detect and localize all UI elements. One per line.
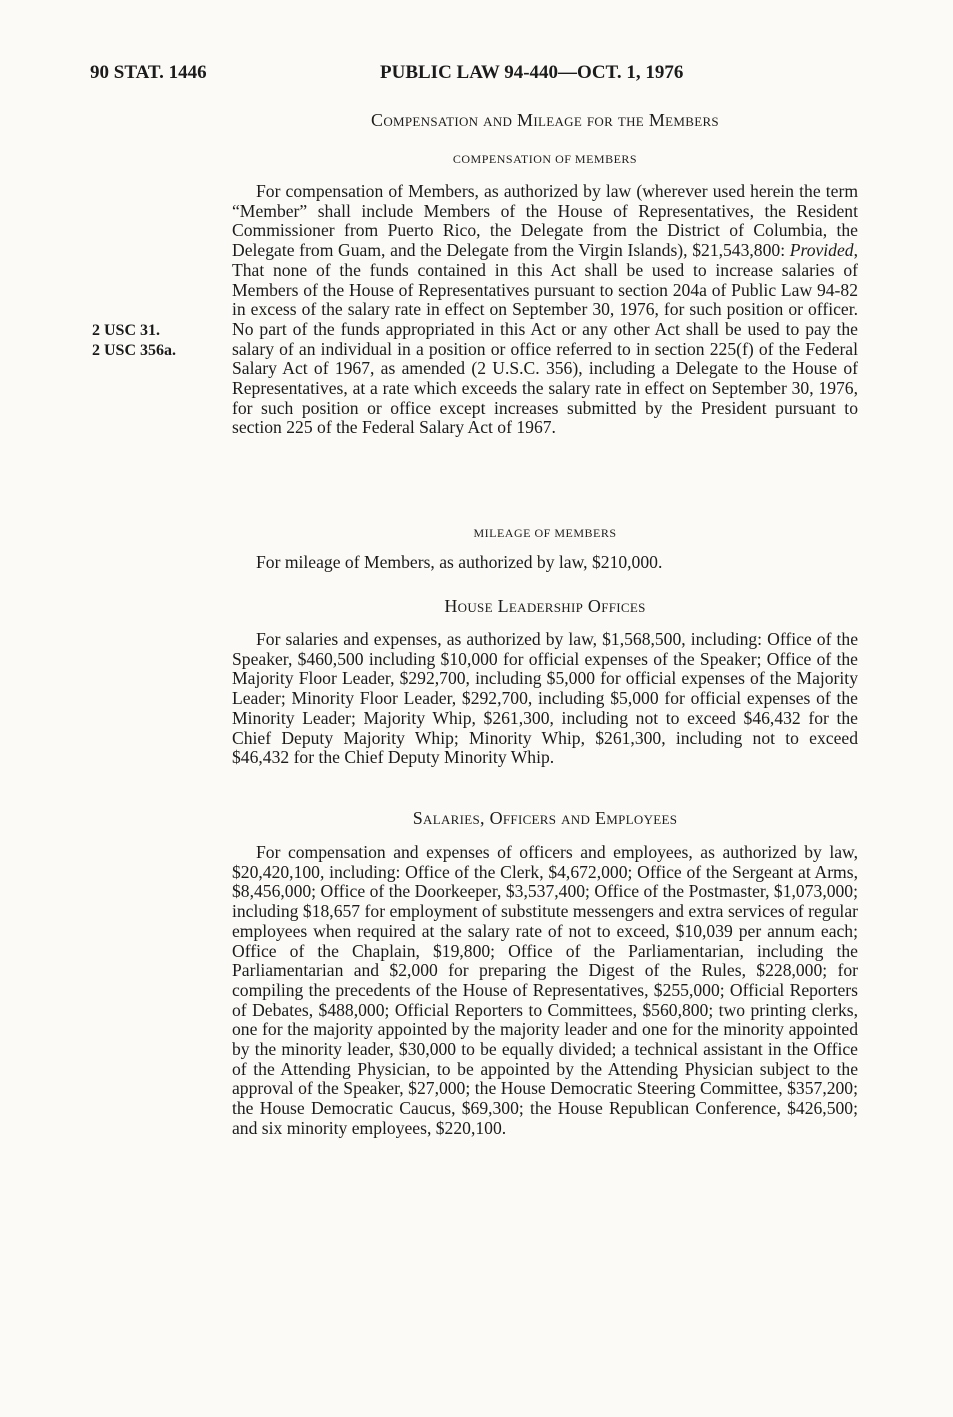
provided-word: Provided <box>789 240 854 261</box>
subheading-mileage-members: MILEAGE OF MEMBERS <box>473 526 617 540</box>
paragraph-compensation <box>232 182 858 438</box>
paragraph-mileage: For mileage of Members, as authorized by law, $210,000. <box>256 552 663 572</box>
statute-page-ref: 90 STAT. 1446 <box>90 62 207 83</box>
paragraph-salaries: For compensation and expenses of officers and employees, as authorized by law, $20,420,100, including: Office of the Clerk, $4,672,000; Office of the Sergeant at Arms, $8,456,000; Office of the Doorkeeper, $3,537,400; Office of the Postmaster, $1,073,000; including $18,657 for employment of substitute messengers and extra services of regular employees when required at the salary rate of not to exceed, $10,039 per annum each; Office of the Chaplain, $19,800; Office of the Parliamentarian, including the Parliamentarian and $2,000 for preparing the Digest of the Rules, $228,000; for compiling the precedents of the House of Representatives, $255,000; Official Reporters of Debates, $488,000; Official Reporters to Committees, $560,800; two printing clerks, one for the majority appointed by the majority leader and one for the minority appointed by the minority leader, $30,000 to be equally divided; a technical assistant in the Office of the Attending Physician, to be appointed by the Attending Physician subject to the approval of the Speaker, $27,000; the House Democratic Steering Committee, $357,200; the House Democratic Caucus, $69,300; the House Republican Conference, $426,500; and six minority employees, $220,100. <box>232 842 858 1138</box>
comp-text-b: , That none of the funds contained in this Act shall be used to increase salaries of Members of the House of Representatives pursuant to section 204a of Public Law 94-82 in excess of the salary rate in effect on September 30, 1976, for such position or officer. No part of the funds appropriated in this Act or any other Act shall be used to pay the salary of an individual in a position or office referred to in section 225(f) of the Federal Salary Act of 1967, as amended (2 U.S.C. 356), including a Delegate to the House of Representatives, at a rate which exceeds the salary rate in effect on September 30, 1976, for such position or office except increases submitted by the President pursuant to section 225 of the Federal Salary Act of 1967. <box>232 240 858 438</box>
comp-text-a: For compensation of Members, as authorized by law (wherever used herein the term “Member” shall include Members of the House of Representatives, the Resident Commissioner from Puerto Rico, the Delegate from the District of Columbia, the Delegate from Guam, and the Delegate from the Virgin Islands), $21,543,800: <box>232 181 858 261</box>
subheading-compensation-members: COMPENSATION OF MEMBERS <box>452 152 638 166</box>
margin-note-usc-31: 2 USC 31. <box>92 322 161 339</box>
running-title: PUBLIC LAW 94-440—OCT. 1, 1976 <box>380 62 684 83</box>
heading-salaries-officers: Salaries, Officers and Employees <box>412 808 678 828</box>
heading-compensation-mileage: Compensation and Mileage for the Members <box>371 110 719 130</box>
heading-house-leadership: House Leadership Offices <box>444 596 646 616</box>
margin-note-usc-356a: 2 USC 356a. <box>92 342 177 359</box>
paragraph-leadership: For salaries and expenses, as authorized by law, $1,568,500, including: Office of the Speaker, $460,500 including $10,000 for official expenses of the Speaker; Office of the Majority Floor Leader, $292,700, including $5,000 for official expenses of the Majority Leader; Minority Floor Leader, $292,700, including $5,000 for official expenses of the Minority Leader; Majority Whip, $261,300, including not to exceed $46,432 for the Chief Deputy Majority Whip; Minority Whip, $261,300, including not to exceed $46,432 for the Chief Deputy Minority Whip. <box>232 629 858 768</box>
